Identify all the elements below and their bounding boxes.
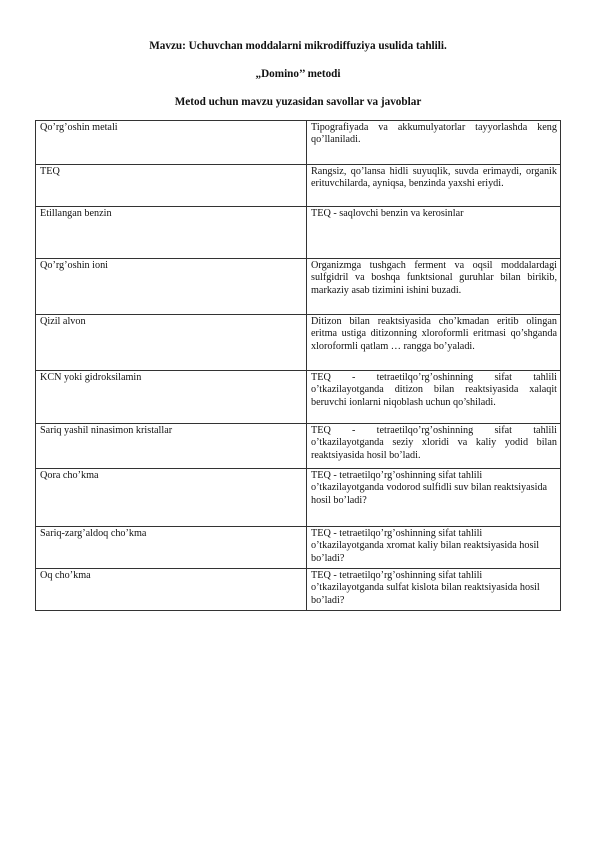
term-cell: Qizil alvon [36, 315, 307, 371]
description-cell: TEQ - tetraetilqo’rg’oshinning sifat tahlili o’tkazilayotganda seziy xloridi va kaliy yodid bilan reaktsiyasida hosil bo’ladi. [307, 424, 561, 469]
method-heading: „Domino’’ metodi [255, 68, 341, 80]
table-row [36, 207, 561, 259]
domino-table [35, 120, 561, 611]
term-cell: KCN yoki gidroksilamin [36, 371, 307, 424]
table-row [36, 371, 561, 424]
description-cell: Organizmga tushgach ferment va oqsil moddalardagi sulfgidril va boshqa funktsional guruhlar bilan birikib, markaziy asab tizimini ishini buzadi. [307, 259, 561, 315]
term-cell: Qo’rg’oshin metali [36, 121, 307, 165]
table-row [36, 569, 561, 611]
term-cell: Oq cho’kma [36, 569, 307, 611]
table-row [36, 165, 561, 207]
description-cell: Tipografiyada va akkumulyatorlar tayyorlashda keng qo’llaniladi. [307, 121, 561, 165]
table-row [36, 121, 561, 165]
description-cell: TEQ - tetraetilqo’rg’oshinning sifat tahlili o’tkazilayotganda xromat kaliy bilan reaktsiyasida hosil bo’ladi? [307, 527, 561, 569]
term-cell: Qo’rg’oshin ioni [36, 259, 307, 315]
table-row [36, 424, 561, 469]
topic-heading: Mavzu: Uchuvchan moddalarni mikrodiffuziya usulida tahlili. [149, 40, 447, 52]
subtitle-heading: Metod uchun mavzu yuzasidan savollar va javoblar [174, 96, 422, 108]
description-cell: TEQ - tetraetilqo’rg’oshinning sifat tahlili o’tkazilayotganda ditizon bilan reaktsiyasida xalaqit beruvchi ionlarni niqoblash uchun qo’shiladi. [307, 371, 561, 424]
table-row [36, 469, 561, 527]
term-cell: Sariq yashil ninasimon kristallar [36, 424, 307, 469]
description-cell: Rangsiz, qo’lansa hidli suyuqlik, suvda erimaydi, organik erituvchilarda, ayniqsa, benzinda yaxshi eriydi. [307, 165, 561, 207]
table-row [36, 315, 561, 371]
table-row [36, 527, 561, 569]
description-cell: TEQ - tetraetilqo’rg’oshinning sifat tahlili o’tkazilayotganda sulfat kislota bilan reaktsiyasida hosil bo’ladi? [307, 569, 561, 611]
term-cell: Qora cho’kma [36, 469, 307, 527]
term-cell: Etillangan benzin [36, 207, 307, 259]
description-cell: TEQ - tetraetilqo’rg’oshinning sifat tahlili o’tkazilayotganda vodorod sulfidli suv bilan reaktsiyasida hosil bo’ladi? [307, 469, 561, 527]
description-cell: Ditizon bilan reaktsiyasida cho’kmadan eritib olingan eritma ustiga ditizonning xloroformli eritmasi qo’shganda xloroformli qatlam … rangga bo’yaladi. [307, 315, 561, 371]
term-cell: Sariq-zarg’aldoq cho’kma [36, 527, 307, 569]
description-cell: TEQ - saqlovchi benzin va kerosinlar [307, 207, 561, 259]
term-cell: TEQ [36, 165, 307, 207]
table-row [36, 259, 561, 315]
